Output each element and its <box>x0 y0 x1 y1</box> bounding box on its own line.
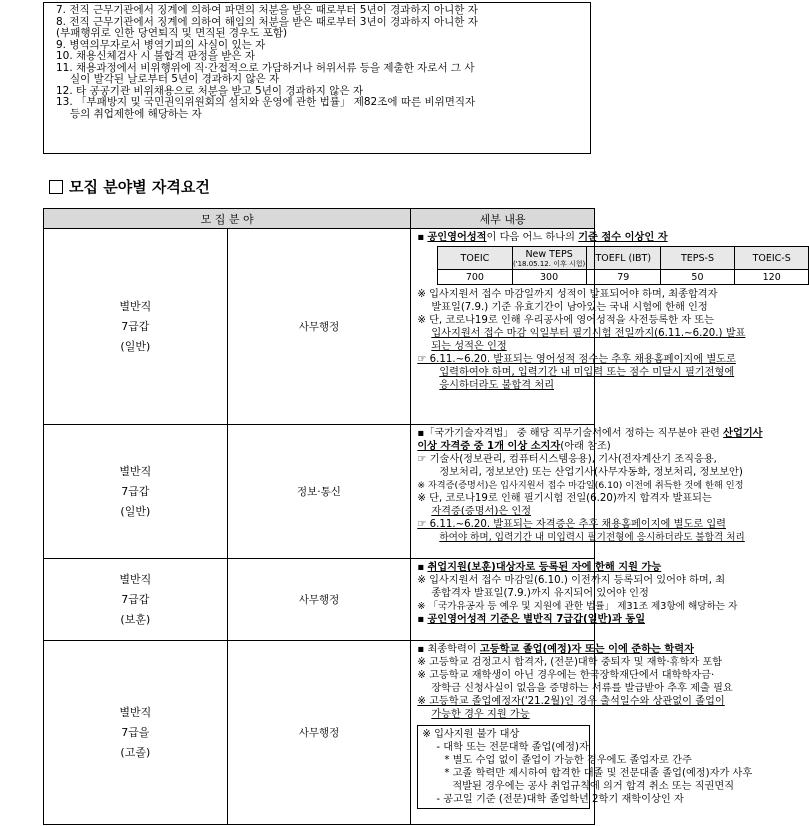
grade-line: 별반직 <box>119 464 152 478</box>
bold-text: 공인영어성적 기준은 별반직 7급갑(일반)과 동일 <box>427 614 646 625</box>
grade-cell <box>44 229 228 425</box>
table-row <box>44 425 595 559</box>
lead-line: ▪ 공인영어성적이 다음 어느 하나의 기준 점수 이상인 자 <box>417 232 668 243</box>
note-line: 되는 성적은 인정 <box>431 341 507 352</box>
grade-line: 7급갑 <box>121 484 150 498</box>
table-row <box>44 559 595 641</box>
note-line: ☞ 6.11.~6.20. 발표되는 영어성적 점수는 추후 채용홈페이지에 별도로 <box>417 354 736 365</box>
header-detail: 세부 내용 <box>411 209 595 229</box>
note-line: ※ 고등학교 졸업예정자('21.2월)인 경우 출석일수와 상관없이 졸업이 <box>417 696 725 707</box>
grade-cell <box>44 559 228 641</box>
score-header: TEPS-S <box>660 247 734 270</box>
note-line: ※ 「국가유공자 등 예우 및 지원에 관한 법률」 제31조 제3항에 해당하는 자 <box>417 601 738 612</box>
note-line: ※ 단, 코로나19로 인해 필기시험 전일(6.20)까지 합격자 발표되는 <box>417 493 712 504</box>
score-header: TOEIC-S <box>735 247 809 270</box>
text: 「국가기술자격법」 중 해당 직무기술서에서 정하는 직무분야 관련 <box>424 428 724 439</box>
note-line: 입사지원서 접수 마감 익일부터 필기시험 전일까지(6.11.~6.20.) 발표 <box>431 328 746 339</box>
list-item: 10. 채용신체검사 시 불합격 판정을 받은 자 <box>56 50 256 62</box>
note-line: 장학금 신청사실이 없음을 증명하는 서류를 발급받아 추후 제출 필요 <box>431 683 733 694</box>
detail-cell <box>411 641 753 825</box>
grade-line: 7급을 <box>121 725 150 739</box>
score-value: 79 <box>586 270 660 285</box>
box-line: - 대학 또는 전문대학 졸업(예정)자 <box>436 742 589 753</box>
list-item: 등의 취업제한에 해당하는 자 <box>70 107 202 120</box>
list-item: 실이 발각된 날로부터 5년이 경과하지 않은 자 <box>70 73 280 85</box>
score-header: TOEFL (IBT) <box>586 247 660 270</box>
grade-line: 7급갑 <box>121 319 150 333</box>
grade-line: 별반직 <box>119 705 152 719</box>
list-item: 13. 「부패방지 및 국민권익위원회의 설치와 운영에 관한 법률」 제82조에 따른 비위면직자 <box>56 96 476 108</box>
score-value: 50 <box>660 270 734 285</box>
grade-cell <box>44 425 228 559</box>
score-value: 300 <box>512 270 586 285</box>
score-value: 700 <box>438 270 512 285</box>
grade-line: (일반) <box>120 339 151 353</box>
grade-line: 별반직 <box>119 572 152 586</box>
note-line: ☞ 6.11.~6.20. 발표되는 자격증은 추후 채용홈페이지에 별도로 입력 <box>417 519 726 530</box>
note-line: ※ 고등학교 재학생이 아닌 경우에는 한국장학재단에서 대학학자금· <box>417 670 715 681</box>
grade-line: (고졸) <box>120 745 151 759</box>
note-line: 입력하여야 하며, 입력기간 내 미입력 또는 점수 미달시 필기전형에 <box>439 367 735 378</box>
box-line: - 공고일 기준 (전문)대학 졸업학년 2학기 재학이상인 자 <box>436 794 684 805</box>
score-note: ('18.05.12. 이후 시험) <box>512 259 586 268</box>
bold-text: 고등학교 졸업(예정)자 또는 이에 준하는 학력자 <box>479 644 694 655</box>
note-line: ※ 입사지원서 접수 마감일까지 성적이 발표되어야 하며, 최종합격자 <box>417 289 718 300</box>
note-line: 응시하더라도 불합격 처리 <box>439 380 555 391</box>
note-line: 정보처리, 정보보안) 또는 산업기사(사무자동화, 정보처리, 정보보안) <box>439 467 743 478</box>
note-line: 가능한 경우 지원 가능 <box>431 709 530 720</box>
table-row <box>44 641 595 825</box>
box-line: 적발된 경우에는 공사 취업규칙에 의거 합격 취소 또는 직권면직 <box>452 781 735 792</box>
lead-line: ▪ 공인영어성적 기준은 별반직 7급갑(일반)과 동일 <box>417 614 646 625</box>
disqualification-list <box>43 2 591 154</box>
note-line: ☞ 기술사(정보관리, 컴퓨터시스템응용), 기사(전자계산기 조직응용, <box>417 454 717 465</box>
list-item: 12. 타 공공기관 비위채용으로 처분을 받고 5년이 경과하지 않은 자 <box>56 84 363 97</box>
text: (아래 참조) <box>560 441 611 452</box>
list-item: 8. 전직 근무기관에서 징계에 의하여 해임의 처분을 받은 때로부터 3년이 경과하지 아니한 자 <box>56 15 478 28</box>
list-item: 9. 병역의무자로서 병역기피의 사실이 있는 자 <box>56 38 266 51</box>
detail-cell <box>411 229 791 425</box>
grade-line: (보훈) <box>120 612 151 626</box>
score-header-text: New TEPS <box>525 248 573 260</box>
lead-line: ▪ 취업지원(보훈)대상자로 등록된 자에 한해 지원 가능 <box>417 562 662 573</box>
field-cell: 사무행정 <box>227 641 411 825</box>
grade-line: (일반) <box>120 504 151 518</box>
checkbox-square-icon <box>49 180 63 194</box>
field-cell: 정보·통신 <box>227 425 411 559</box>
bold-text: 이상 자격증 중 1개 이상 소지자 <box>417 441 561 452</box>
requirements-table <box>43 208 791 825</box>
note-line: ※ 입사지원서 접수 마감일(6.10.) 이전까지 등록되어 있어야 하며, 최 <box>417 575 726 586</box>
header-field: 모 집 분 야 <box>44 209 411 229</box>
bold-text: 기준 점수 이상인 자 <box>578 232 668 243</box>
score-header <box>512 247 586 270</box>
note-line: 발표일(7.9.) 기준 유효기간이 남아있는 국내 시험에 한해 인정 <box>431 302 708 313</box>
lead-line: ▪ 최종학력이 고등학교 졸업(예정)자 또는 이에 준하는 학력자 <box>417 644 694 655</box>
score-table <box>437 246 809 285</box>
list-item: 7. 전직 근무기관에서 징계에 의하여 파면의 처분을 받은 때로부터 5년이 경과하지 아니한 자 <box>56 4 478 16</box>
grade-line: 별반직 <box>119 299 152 313</box>
detail-cell <box>411 425 763 559</box>
text: 최종학력이 <box>427 644 480 655</box>
section-title <box>49 176 210 197</box>
note-line: 하여야 하며, 입력기간 내 미입력시 필기전형에 응시하더라도 불합격 처리 <box>439 532 745 543</box>
bold-text: 취업지원(보훈)대상자로 등록된 자에 한해 지원 가능 <box>427 562 662 573</box>
lead-line <box>417 440 611 453</box>
note-line: ※ 단, 코로나19로 인해 우리공사에 영어성적을 사전등록한 자 또는 <box>417 315 714 326</box>
ineligible-box <box>417 725 753 809</box>
grade-line: 7급갑 <box>121 592 150 606</box>
box-title: ※ 입사지원 불가 대상 <box>422 729 520 740</box>
bold-text: 공인영어성적 <box>427 232 487 243</box>
field-cell: 사무행정 <box>227 559 411 641</box>
box-line: * 고졸 학력만 제시하여 합격한 대졸 및 전문대졸 졸업(예정)자가 사후 <box>444 768 753 779</box>
list-item: (부패행위로 인한 당연퇴직 및 면직된 경우도 포함) <box>56 27 288 39</box>
note-line: ※ 자격증(증명서)은 입사지원서 접수 마감일(6.10) 이전에 취득한 것에 한해 인정 <box>417 480 744 491</box>
score-header: TOEIC <box>438 247 512 270</box>
field-cell: 사무행정 <box>227 229 411 425</box>
grade-cell <box>44 641 228 825</box>
table-header-row <box>44 209 595 229</box>
table-row <box>44 229 595 425</box>
bold-text: 산업기사 <box>723 428 763 439</box>
text: 이 다음 어느 하나의 <box>486 232 579 243</box>
note-line: 종합격자 발표일(7.9.)까지 유지되어 있어야 인정 <box>431 588 649 599</box>
detail-cell <box>411 559 738 641</box>
note-line: 자격증(증명서)은 인정 <box>431 506 532 517</box>
note-line: ※ 고등학교 검정고시 합격자, (전문)대학 중퇴자 및 재학·휴학자 포함 <box>417 657 723 668</box>
box-line: * 별도 수업 없이 졸업이 가능한 경우에도 졸업자로 간주 <box>444 755 692 766</box>
score-value: 120 <box>735 270 809 285</box>
list-item: 11. 채용과정에서 비위행위에 직·간접적으로 가담하거나 허위서류 등을 제출한 자로서 그 사 <box>56 61 475 74</box>
lead-line: ▪「국가기술자격법」 중 해당 직무기술서에서 정하는 직무분야 관련 산업기사 <box>417 428 763 439</box>
section-title-text: 모집 분야별 자격요건 <box>69 178 210 196</box>
